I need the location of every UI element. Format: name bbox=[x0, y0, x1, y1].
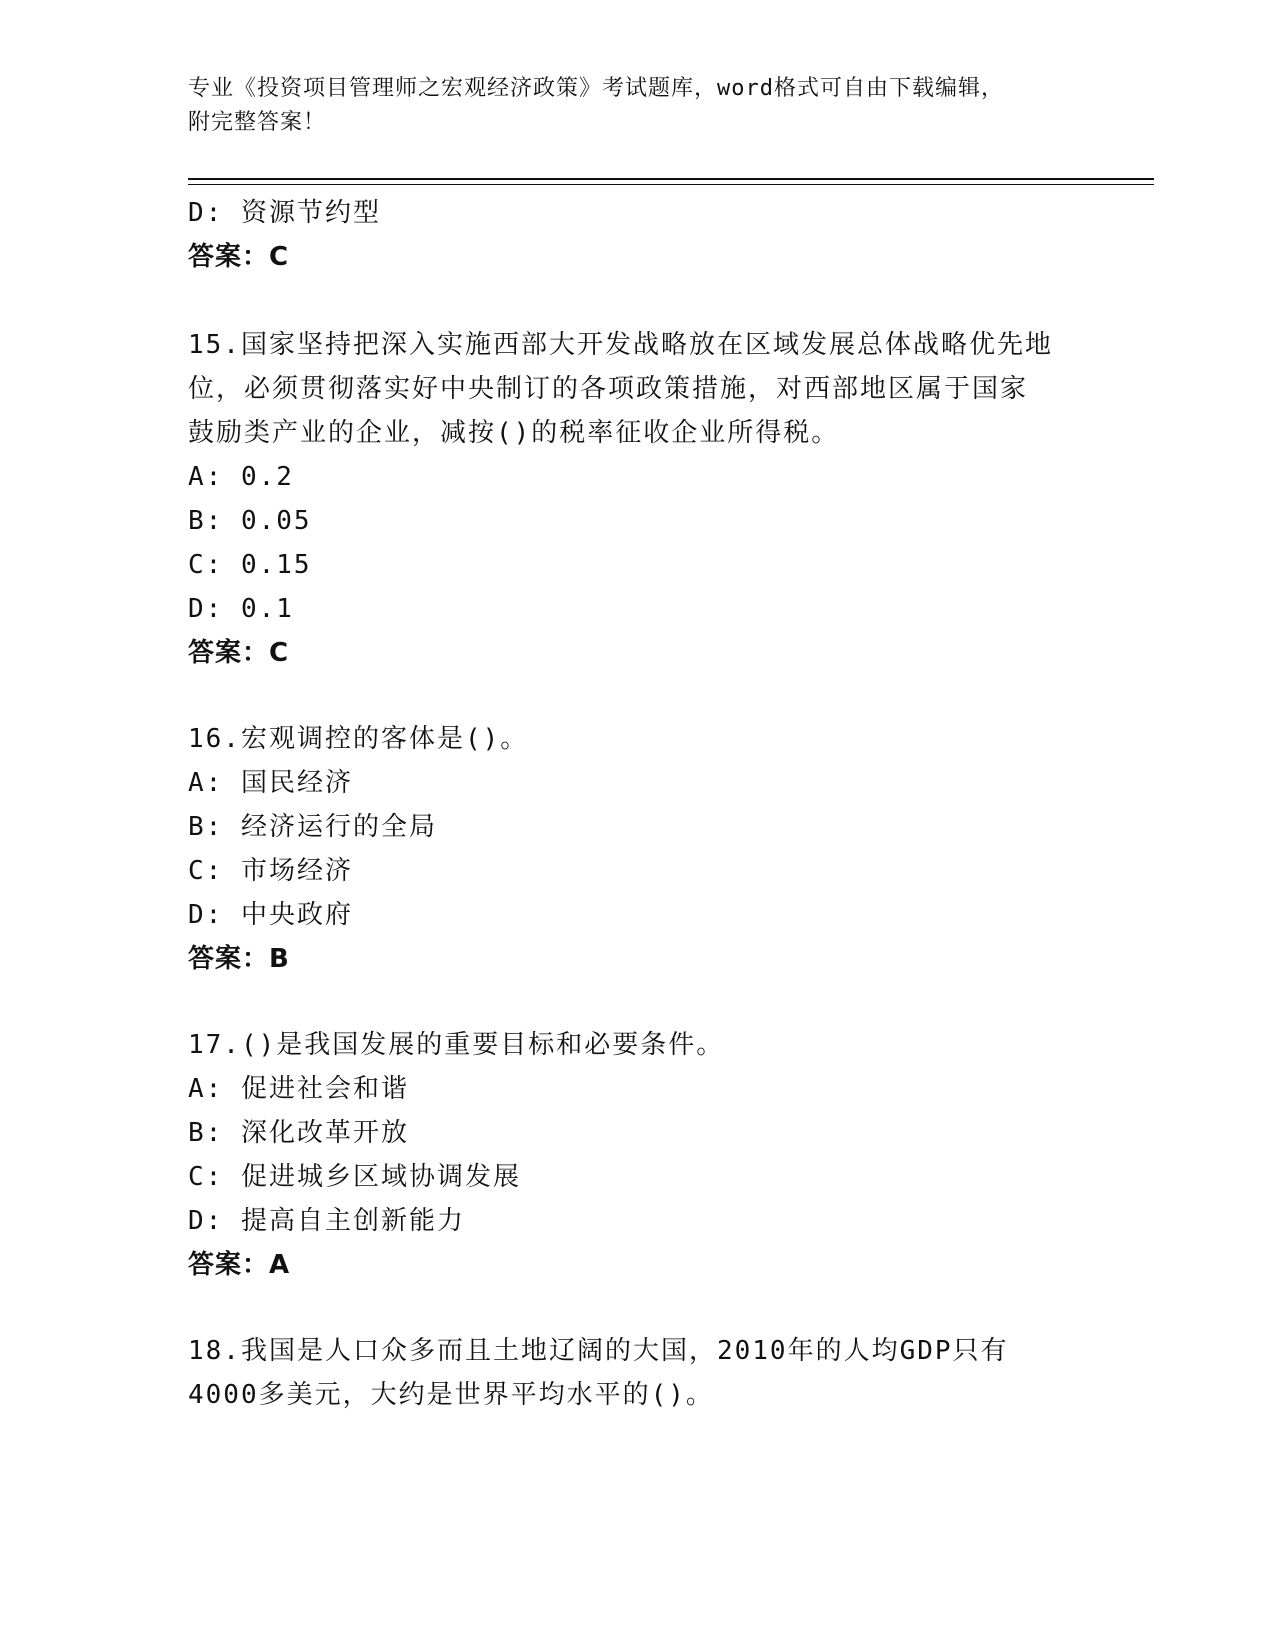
header-line-1: 专业《投资项目管理师之宏观经济政策》考试题库，word格式可自由下载编辑， bbox=[188, 76, 1004, 101]
q16-stem-line-1: 16.宏观调控的客体是()。 bbox=[188, 724, 529, 754]
q18-stem-line-1: 18.我国是人口众多而且土地辽阔的大国，2010年的人均GDP只有 bbox=[188, 1336, 1009, 1366]
document-header bbox=[188, 72, 1088, 140]
q15-option-b: B: 0.05 bbox=[188, 506, 312, 536]
q16-option-a: A: 国民经济 bbox=[188, 768, 353, 798]
q18-stem-line-2: 4000多美元，大约是世界平均水平的()。 bbox=[188, 1380, 714, 1410]
q15-stem-line-2: 位，必须贯彻落实好中央制订的各项政策措施，对西部地区属于国家 bbox=[188, 374, 1029, 404]
q14-option-d: D: 资源节约型 bbox=[188, 198, 381, 228]
q15-option-a: A: 0.2 bbox=[188, 462, 294, 492]
q15-option-d: D: 0.1 bbox=[188, 594, 294, 624]
q14-answer: 答案：C bbox=[188, 242, 290, 272]
q16-option-c: C: 市场经济 bbox=[188, 856, 353, 886]
header-line-2: 附完整答案！ bbox=[188, 110, 327, 135]
q16-option-b: B: 经济运行的全局 bbox=[188, 812, 437, 842]
q17-option-b: B: 深化改革开放 bbox=[188, 1118, 409, 1148]
q15-stem-line-3: 鼓励类产业的企业，减按()的税率征收企业所得税。 bbox=[188, 418, 840, 448]
q17-option-a: A: 促进社会和谐 bbox=[188, 1074, 409, 1104]
q15-answer: 答案：C bbox=[188, 638, 290, 668]
q17-option-c: C: 促进城乡区域协调发展 bbox=[188, 1162, 521, 1192]
header-divider-thin bbox=[188, 184, 1154, 185]
q17-stem-line-1: 17.()是我国发展的重要目标和必要条件。 bbox=[188, 1030, 725, 1060]
q17-answer: 答案：A bbox=[188, 1250, 291, 1280]
q16-option-d: D: 中央政府 bbox=[188, 900, 353, 930]
q17-option-d: D: 提高自主创新能力 bbox=[188, 1206, 465, 1236]
q15-stem-line-1: 15.国家坚持把深入实施西部大开发战略放在区域发展总体战略优先地 bbox=[188, 330, 1053, 360]
header-divider-thick bbox=[188, 178, 1154, 180]
q15-option-c: C: 0.15 bbox=[188, 550, 312, 580]
q16-answer: 答案：B bbox=[188, 944, 290, 974]
